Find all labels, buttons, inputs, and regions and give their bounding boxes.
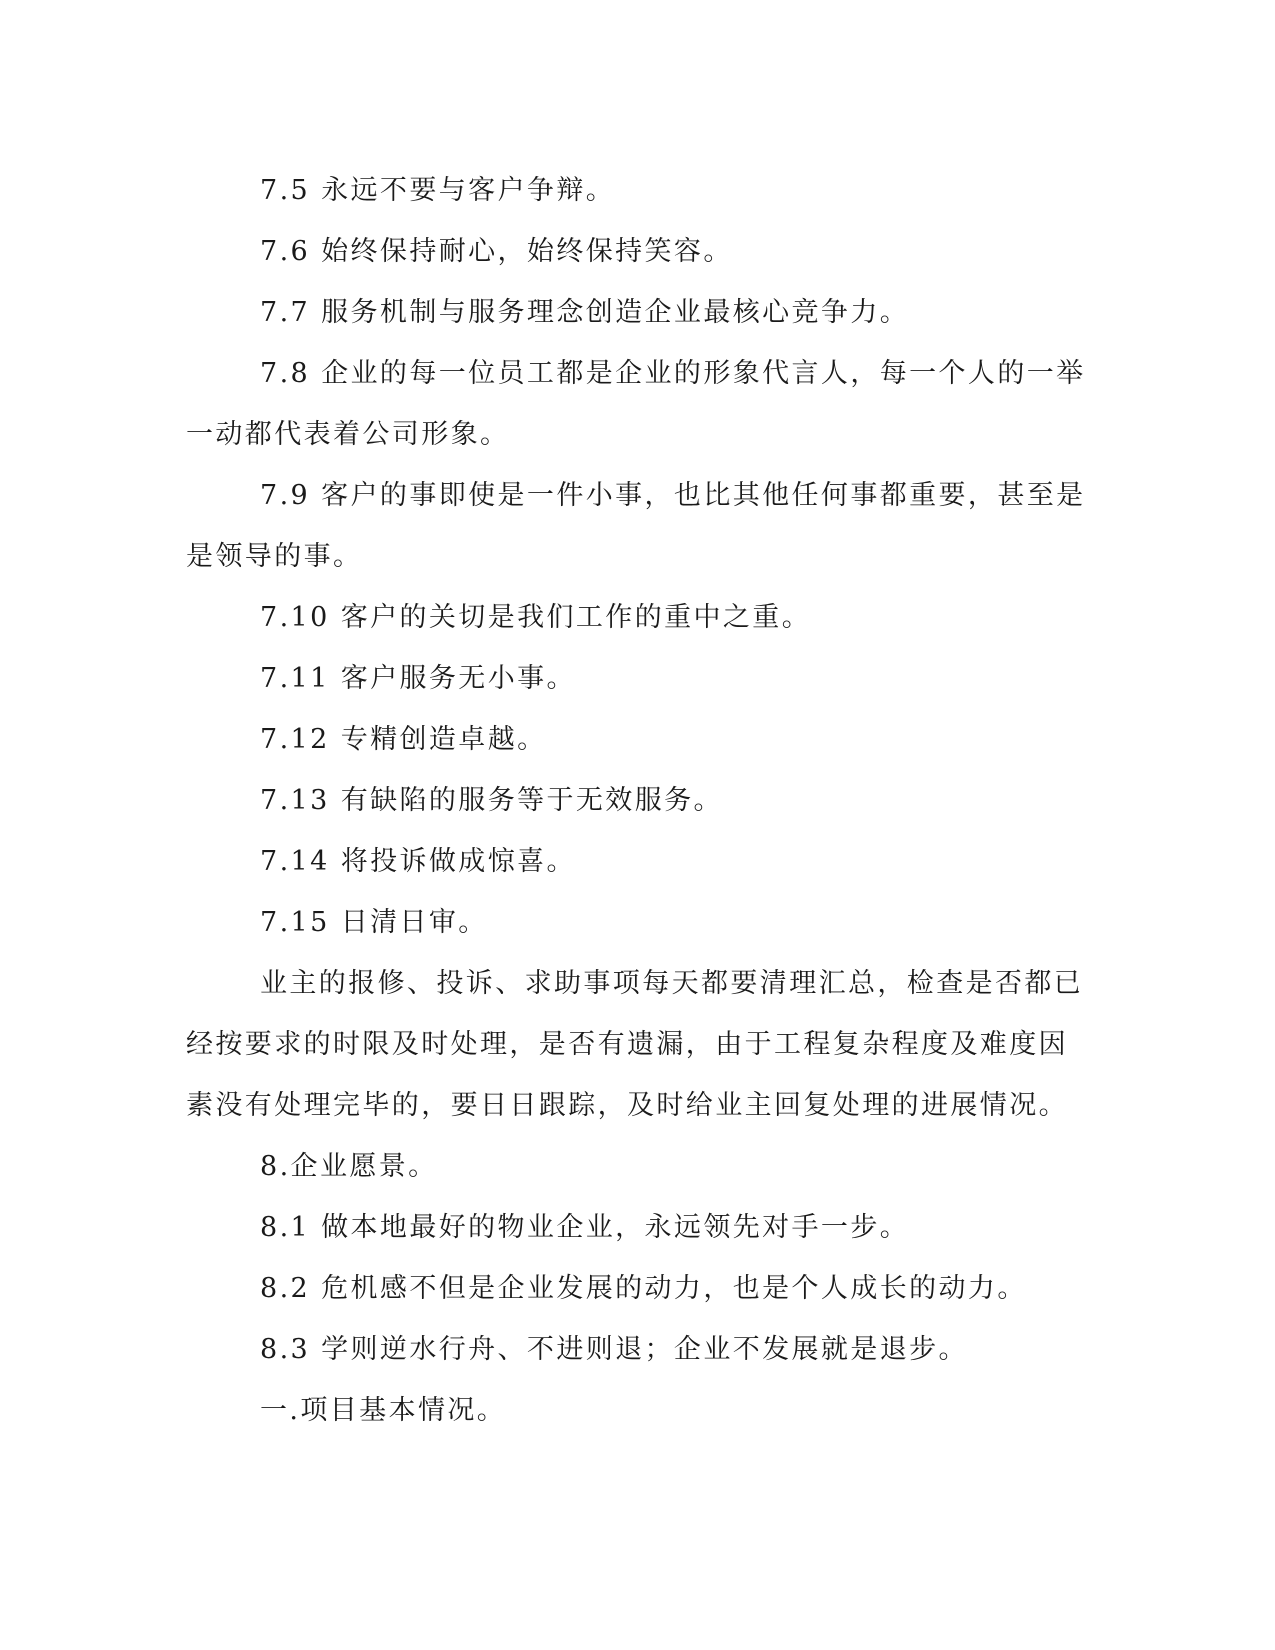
paragraph-7-11: 7.11 客户服务无小事。 (260, 663, 576, 694)
paragraph-7-10: 7.10 客户的关切是我们工作的重中之重。 (260, 602, 812, 633)
paragraph-7-15: 7.15 日清日审。 (260, 907, 488, 938)
paragraph-7-8: 7.8 企业的每一位员工都是企业的形象代言人，每一个人的一举一动都代表着公司形象。 (186, 358, 1086, 450)
paragraph-7-12: 7.12 专精创造卓越。 (260, 724, 547, 755)
heading-project-basic-info: 一.项目基本情况。 (260, 1395, 507, 1426)
paragraph-7-13: 7.13 有缺陷的服务等于无效服务。 (260, 785, 723, 816)
paragraph-7-6: 7.6 始终保持耐心，始终保持笑容。 (260, 236, 733, 267)
paragraph-8-1: 8.1 做本地最好的物业企业，永远领先对手一步。 (260, 1212, 910, 1243)
paragraph-8-2: 8.2 危机感不但是企业发展的动力，也是个人成长的动力。 (260, 1273, 1027, 1304)
document-body (186, 160, 1086, 1441)
paragraph-daily-review-detail: 业主的报修、投诉、求助事项每天都要清理汇总，检查是否都已经按要求的时限及时处理，是否有遗漏，由于工程复杂程度及难度因素没有处理完毕的，要日日跟踪，及时给业主回复处理的进展情况。 (186, 968, 1084, 1121)
paragraph-7-7: 7.7 服务机制与服务理念创造企业最核心竞争力。 (260, 297, 910, 328)
paragraph-7-9: 7.9 客户的事即使是一件小事，也比其他任何事都重要，甚至是是领导的事。 (186, 480, 1086, 572)
paragraph-7-14: 7.14 将投诉做成惊喜。 (260, 846, 576, 877)
paragraph-7-5: 7.5 永远不要与客户争辩。 (260, 175, 616, 206)
paragraph-8-3: 8.3 学则逆水行舟、不进则退；企业不发展就是退步。 (260, 1334, 968, 1365)
heading-8-vision: 8.企业愿景。 (260, 1151, 438, 1182)
